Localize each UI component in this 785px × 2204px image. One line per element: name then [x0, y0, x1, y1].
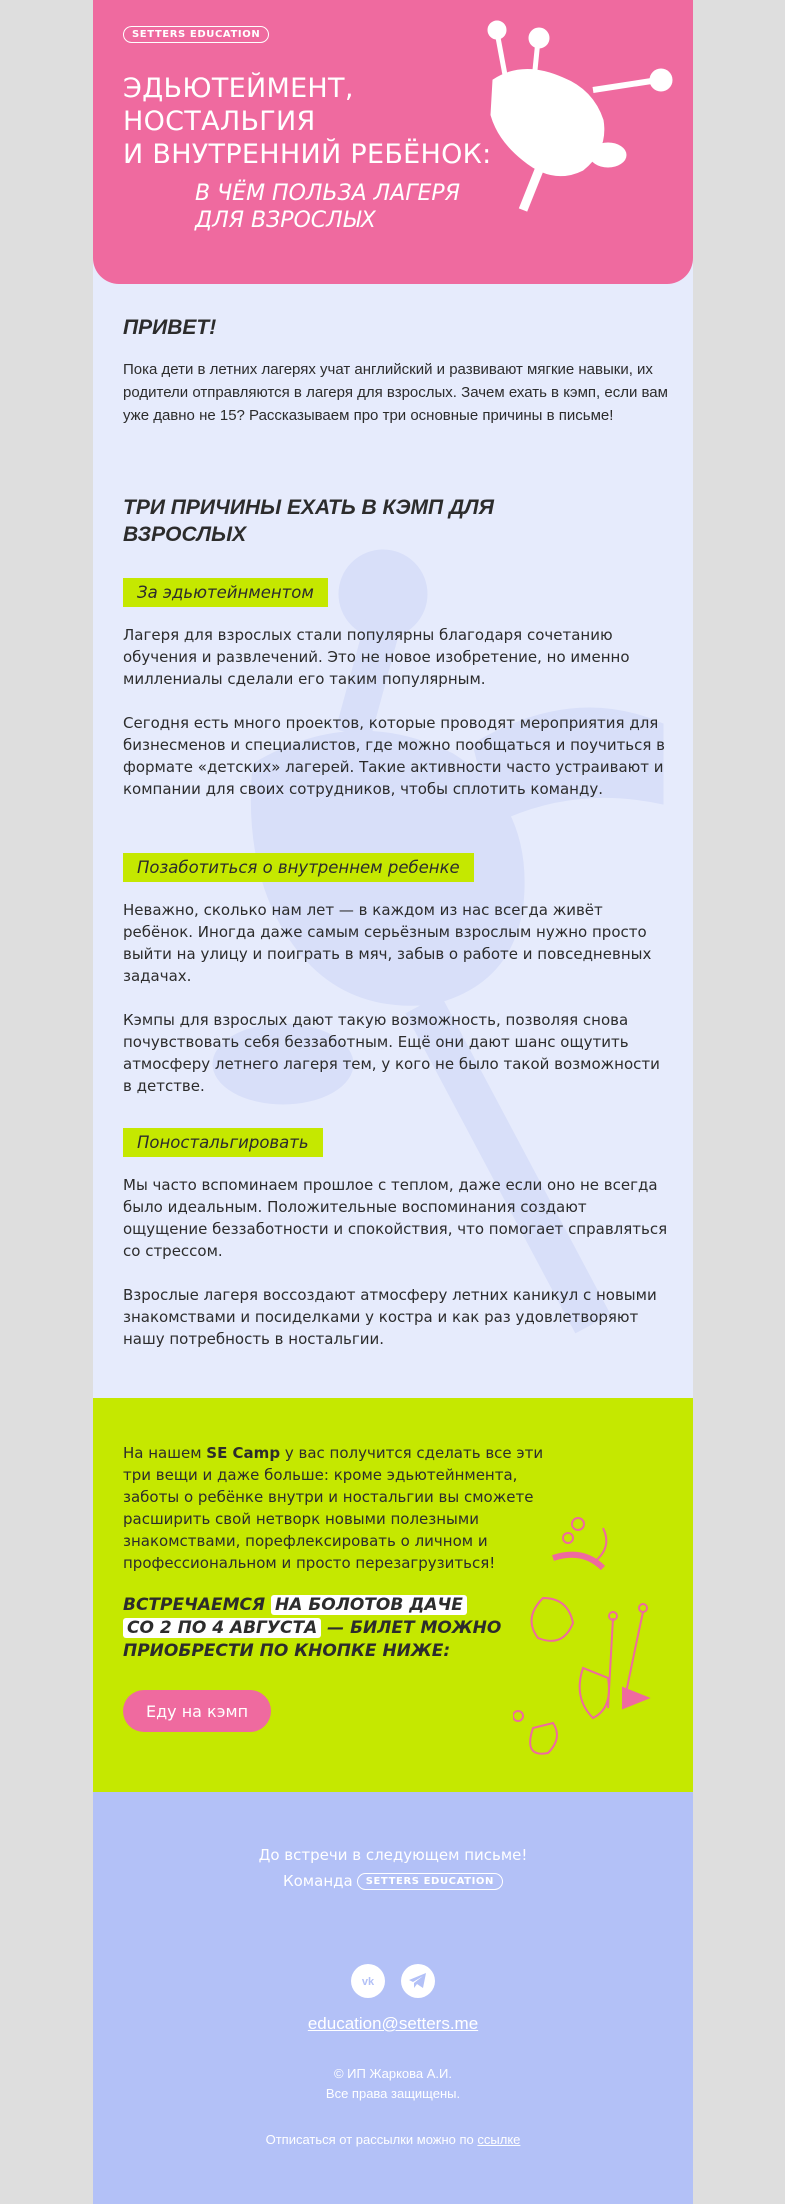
copyright: © ИП Жаркова А.И. Все права защищены. [325, 2066, 461, 2101]
header-banner [93, 0, 693, 284]
reason-2-text-1: Неважно, сколько нам лет — в каждом из нас всегда живёт ребёнок. Иногда даже самым серьёзным взрослым нужно просто выйти на улицу и поиграть в мяч, забыв о работе и повседневных задачах. [123, 901, 652, 985]
social-links [93, 1964, 693, 1998]
vk-icon[interactable] [351, 1964, 385, 1998]
toy-figure-icon [483, 20, 683, 220]
footer-brand-logo: SETTERS EDUCATION [357, 1873, 503, 1890]
reason-3-text-2: Взрослые лагеря воссоздают атмосферу летних каникул с новыми знакомствами и посиделками у костра и как раз удовлетворяют нашу потребность в ностальгии. [123, 1286, 657, 1348]
reason-3-text-1: Мы часто вспоминаем прошлое с теплом, даже если оно не всегда было идеальным. Положительные воспоминания создают ощущение беззаботности и спокойствия, что помогает справляться со стрессом. [123, 1176, 668, 1260]
plant-doodle-icon [513, 1508, 663, 1758]
reason-1-text-1: Лагеря для взрослых стали популярны благодаря сочетанию обучения и развлечений. Это не новое изобретение, но именно миллениалы сделали его таким популярным. [123, 626, 630, 688]
reason-2-text-2: Кэмпы для взрослых дают такую возможность, позволяя снова почувствовать себя беззаботным. Ещё они дают шанс ощутить атмосферу летнего лагеря тем, у кого не было такой возможности в детстве. [123, 1011, 660, 1095]
telegram-icon[interactable] [401, 1964, 435, 1998]
reason-1-tag: За эдьютейнментом [123, 578, 328, 607]
camp-section [93, 1398, 693, 1792]
intro-text: Пока дети в летних лагерях учат английский и развивают мягкие навыки, их родители отправляются в лагеря для взрослых. Зачем ехать в кэмп, если вам уже давно не 15? Рассказываем про три основные причины в письме! [123, 361, 668, 424]
see-you-text: До встречи в следующем письме! [258, 1846, 528, 1864]
camp-text: На нашем SE Camp у вас получится сделать все эти три вещи и даже больше: кроме эдьютейнмента, заботы о ребёнке внутри и ностальгии вы сможете расширить свой нетворк новыми полезными знакомствами, порефлексировать о личном и профессиональном и просто перезагрузиться! [123, 1444, 544, 1572]
footer [93, 1792, 693, 2204]
email-link[interactable]: education@setters.me [307, 2014, 479, 2033]
reasons-title: ТРИ ПРИЧИНЫ ЕХАТЬ В КЭМП ДЛЯ ВЗРОСЛЫХ [123, 496, 494, 546]
reason-3-tag: Поностальгировать [123, 1128, 323, 1157]
camp-name: SE Camp [206, 1444, 281, 1462]
svg-text:vk: vk [361, 1976, 375, 1988]
meet-info: ВСТРЕЧАЕМСЯ НА БОЛОТОВ ДАЧЕ СО 2 ПО 4 АВГУСТА — БИЛЕТ МОЖНО ПРИОБРЕСТИ ПО КНОПКЕ НИЖЕ: [123, 1595, 502, 1661]
greeting: ПРИВЕТ! [123, 316, 217, 339]
main-subtitle: В ЧЁМ ПОЛЬЗА ЛАГЕРЯ ДЛЯ ВЗРОСЛЫХ [195, 181, 460, 233]
team-line: Команда SETTERS EDUCATION [93, 1872, 693, 1890]
article-content [93, 284, 693, 1398]
email-body [93, 0, 693, 2204]
reason-2-tag: Позаботиться о внутреннем ребенке [123, 853, 474, 882]
go-to-camp-button[interactable]: Еду на кэмп [123, 1690, 271, 1732]
reason-1-text-2: Сегодня есть много проектов, которые проводят мероприятия для бизнесменов и специалистов, где можно пообщаться и поучиться в формате «детских» лагерей. Такие активности часто устраивают и компании для своих сотрудников, чтобы сплотить команду. [123, 714, 666, 798]
unsubscribe-link[interactable]: ссылке [477, 2132, 521, 2147]
unsubscribe-line: Отписаться от рассылки можно по ссылке [265, 2132, 521, 2147]
main-title: ЭДЬЮТЕЙМЕНТ, НОСТАЛЬГИЯ И ВНУТРЕННИЙ РЕБЁНОК: [123, 73, 492, 170]
brand-logo: SETTERS EDUCATION [123, 26, 269, 43]
